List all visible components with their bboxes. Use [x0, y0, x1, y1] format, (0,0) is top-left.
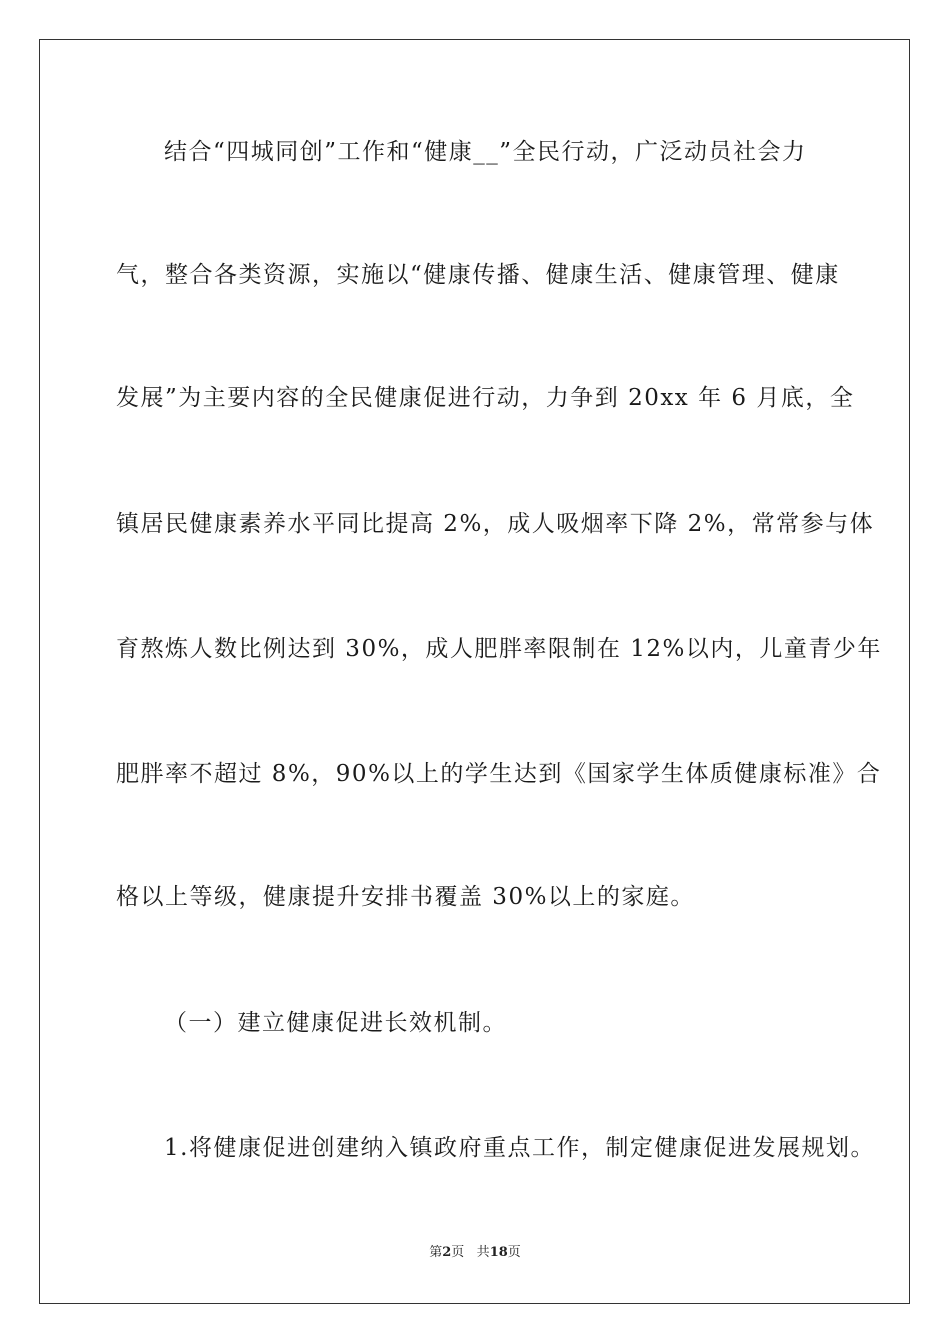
paragraph-line-2: 气，整合各类资源，实施以“健康传播、健康生活、健康管理、健康	[116, 262, 840, 288]
footer-page-suffix: 页	[451, 1245, 465, 1260]
paragraph-line-6: 肥胖率不超过 8%，90%以上的学生达到《国家学生体质健康标准》合	[116, 761, 882, 787]
paragraph-line-5: 育熬炼人数比例达到 30%，成人肥胖率限制在 12%以内，儿童青少年	[116, 636, 882, 662]
section-heading: （一）建立健康促进长效机制。	[164, 1010, 507, 1036]
footer-total-pages: 18	[489, 1245, 508, 1260]
footer-page-number: 2	[442, 1245, 452, 1260]
footer-total-prefix: 共	[476, 1245, 490, 1260]
list-item-1: 1.将健康促进创建纳入镇政府重点工作，制定健康促进发展规划。	[164, 1135, 875, 1161]
footer-page-prefix: 第	[429, 1245, 443, 1260]
paragraph-line-7: 格以上等级，健康提升安排书覆盖 30%以上的家庭。	[116, 884, 695, 910]
page-border	[39, 39, 910, 1304]
page-footer	[0, 1245, 950, 1261]
paragraph-line-4: 镇居民健康素养水平同比提高 2%，成人吸烟率下降 2%，常常参与体	[116, 511, 875, 537]
paragraph-line-3: 发展”为主要内容的全民健康促进行动，力争到 20xx 年 6 月底，全	[116, 385, 855, 411]
footer-total-suffix: 页	[507, 1245, 521, 1260]
paragraph-line-1: 结合“四城同创”工作和“健康__”全民行动，广泛动员社会力	[164, 139, 807, 165]
